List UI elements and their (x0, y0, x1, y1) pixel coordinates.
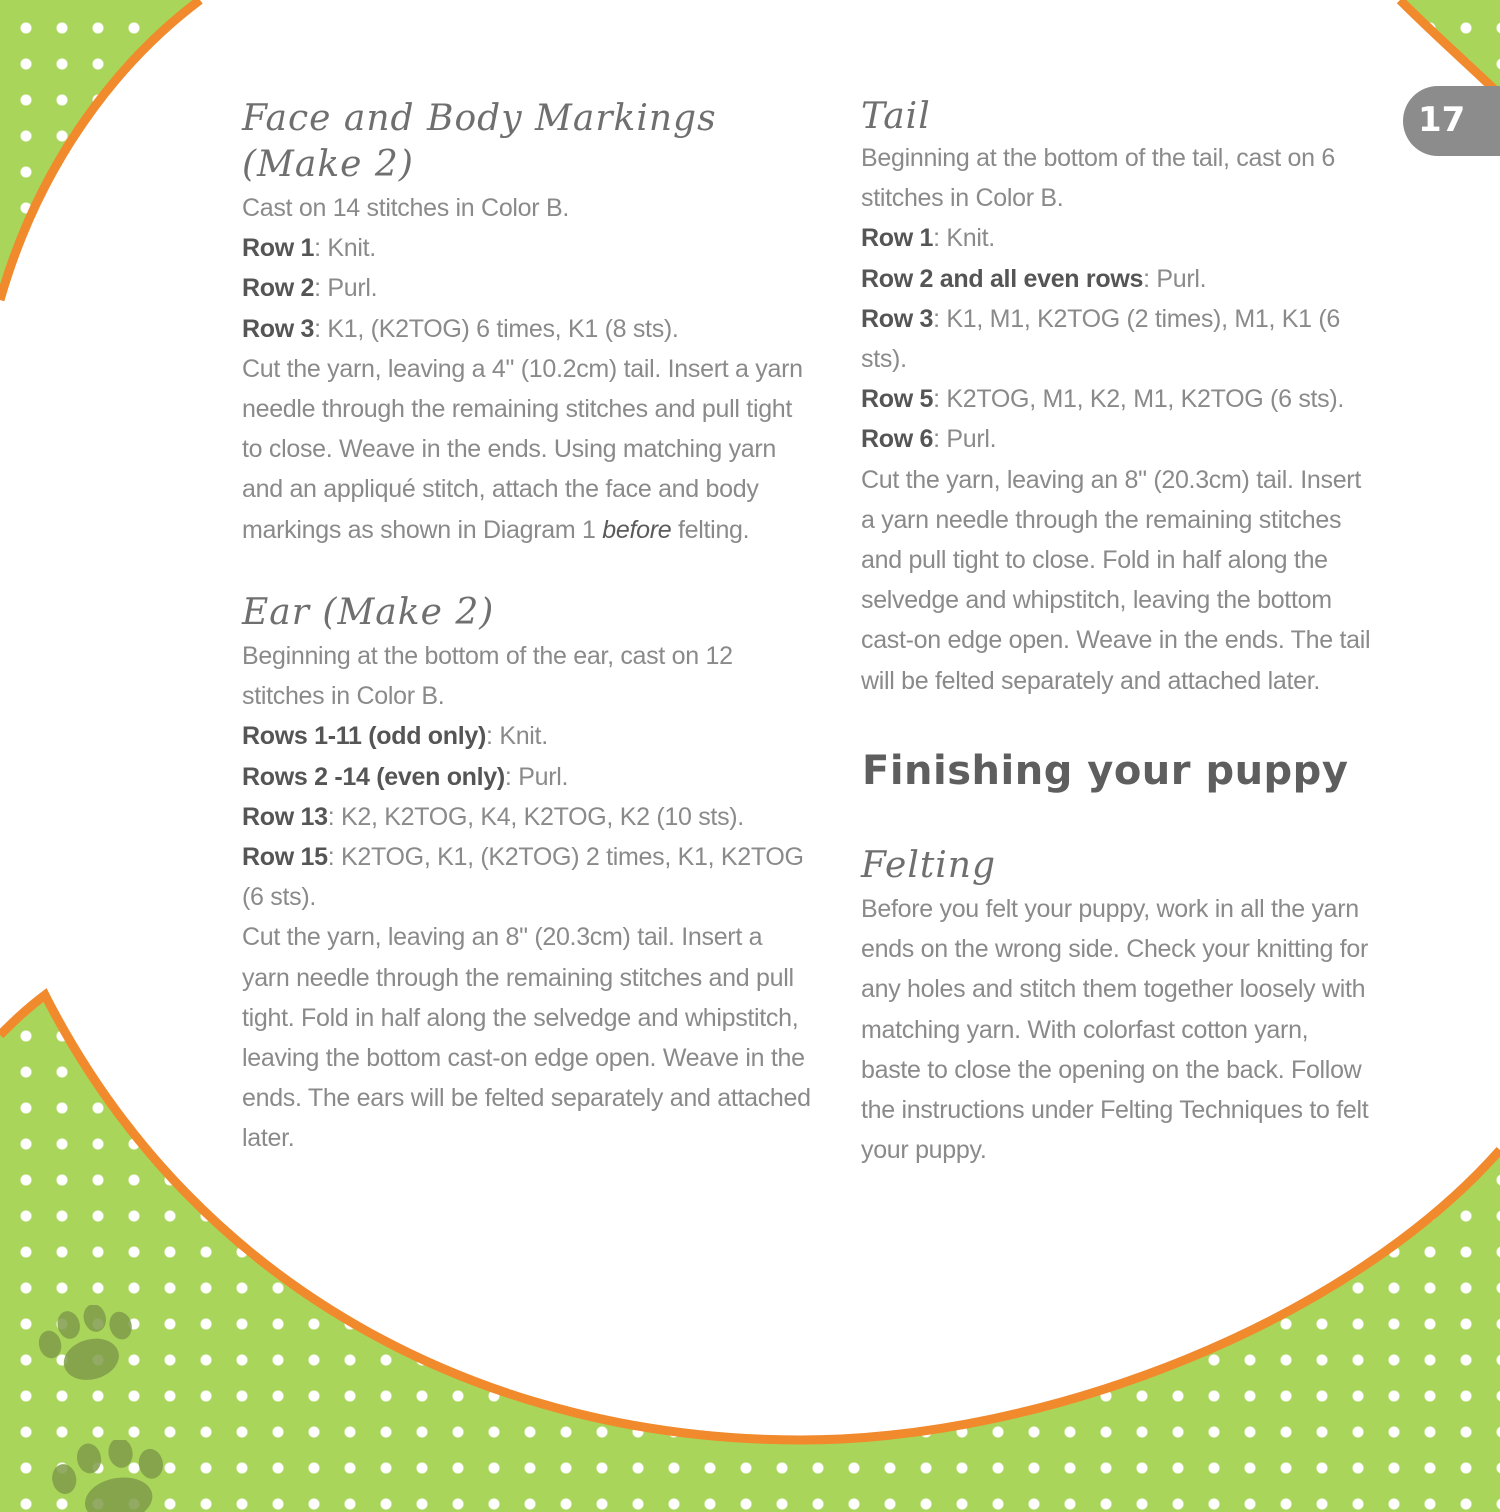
closing-text: Cut the yarn, leaving a 4" (10.2cm) tail. Insert a yarn needle through the remaining stitches and pull tight to close. Weave in the ends. Using matching yarn and an appliqué stitch, attach the face and body markings as shown in Diagram 1 (242, 354, 803, 544)
paw-print-icon (30, 1305, 145, 1390)
instruction-row (242, 716, 812, 756)
instruction-row (242, 797, 812, 837)
instruction-row (242, 837, 812, 917)
row-text: : Knit. (486, 722, 548, 751)
tail-intro: Beginning at the bottom of the tail, cast on 6 stitches in Color B. (861, 144, 1336, 213)
tail-closing: Cut the yarn, leaving an 8" (20.3cm) tail. Insert a yarn needle through the remaining stitches and pull tight to close. Fold in half along the selvedge and whipstitch, leaving the bottom cast-on edge open. Weave in the ends. The tail will be felted separately and attached later. (861, 465, 1371, 695)
ear-heading: Ear (Make 2) (242, 592, 495, 633)
paw-print-icon (35, 1440, 175, 1512)
closing-text-end: felting. (671, 515, 750, 544)
tail-section (861, 138, 1371, 701)
page-number: 17 (1418, 100, 1466, 140)
closing-emphasis: before (602, 515, 672, 544)
row-label: Row 2 and all even rows (861, 264, 1144, 293)
row-label: Row 13 (242, 802, 328, 831)
ear-intro: Beginning at the bottom of the ear, cast on 12 stitches in Color B. (242, 642, 733, 711)
row-label: Row 1 (242, 234, 315, 263)
instruction-row (242, 228, 812, 268)
instruction-row (861, 379, 1371, 419)
instruction-row (242, 757, 812, 797)
row-text: : Purl. (504, 762, 569, 791)
instruction-row (861, 419, 1371, 459)
row-label: Row 1 (861, 224, 934, 253)
row-label: Row 5 (861, 385, 934, 414)
row-text: : Knit. (314, 234, 376, 263)
row-text: : K1, (K2TOG) 6 times, K1 (8 sts). (314, 314, 679, 343)
felting-heading: Felting (861, 845, 997, 886)
felting-section (861, 889, 1371, 1170)
row-label: Row 6 (861, 425, 934, 454)
row-text: : K1, M1, K2TOG (2 times), M1, K1 (6 sts). (861, 304, 1341, 374)
row-text: : Knit. (933, 224, 995, 253)
row-text: : Purl. (1143, 264, 1207, 293)
face-body-section (242, 188, 812, 550)
row-label: Rows 2 -14 (even only) (242, 762, 505, 791)
instruction-row (242, 309, 812, 349)
row-text: : Purl. (314, 274, 378, 303)
felting-body: Before you felt your puppy, work in all the yarn ends on the wrong side. Check your knitting for any holes and stitch them together loosely with matching yarn. With colorfast cotton yarn, baste to close the opening on the back. Follow the instructions under Felting Techniques to felt your puppy. (861, 895, 1369, 1165)
instruction-row (861, 299, 1371, 379)
face-body-heading: Face and Body Markings (Make 2) (242, 98, 717, 185)
tail-heading: Tail (861, 96, 931, 137)
finishing-title: Finishing your puppy (862, 748, 1349, 794)
row-label: Row 15 (242, 843, 328, 872)
ear-section (242, 636, 812, 1159)
row-label: Row 3 (242, 314, 315, 343)
ear-closing: Cut the yarn, leaving an 8" (20.3cm) tail. Insert a yarn needle through the remaining stitches and pull tight. Fold in half along the selvedge and whipstitch, leaving the bottom cast-on edge open. Weave in the ends. The ears will be felted separately and attached later. (242, 923, 811, 1153)
row-label: Row 2 (242, 274, 315, 303)
row-text: : K2TOG, K1, (K2TOG) 2 times, K1, K2TOG (6 sts). (242, 843, 804, 912)
row-text: : K2, K2TOG, K4, K2TOG, K2 (10 sts). (327, 802, 744, 831)
instruction-row (861, 218, 1371, 258)
instruction-row (861, 259, 1371, 299)
face-body-intro: Cast on 14 stitches in Color B. (242, 194, 569, 222)
row-text: : K2TOG, M1, K2, M1, K2TOG (6 sts). (933, 385, 1345, 414)
row-label: Row 3 (861, 304, 934, 333)
instruction-row (242, 268, 812, 308)
row-text: : Purl. (933, 425, 997, 454)
face-body-closing (242, 349, 812, 550)
row-label: Rows 1-11 (odd only) (242, 722, 487, 751)
